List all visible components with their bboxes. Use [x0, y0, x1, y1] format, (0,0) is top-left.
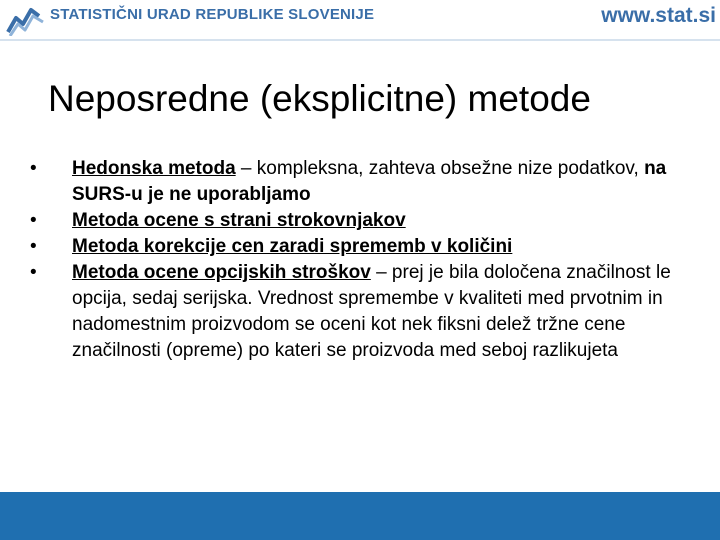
bullet-dot-icon: •	[30, 158, 37, 179]
bullet-item	[26, 260, 716, 364]
bullet-dot-icon: •	[30, 262, 37, 283]
bullet-item	[26, 156, 716, 208]
bullet-lead: Metoda korekcije cen zaradi sprememb v količini	[72, 236, 513, 257]
organization-name: STATISTIČNI URAD REPUBLIKE SLOVENIJE	[50, 6, 375, 23]
bullet-text: – kompleksna, zahteva obsežne nize podatkov,	[235, 158, 645, 179]
bullet-item	[26, 208, 716, 234]
surs-logo-icon	[6, 2, 46, 36]
footer-band	[0, 492, 720, 540]
bullet-dot-icon: •	[30, 210, 37, 231]
bullet-item	[26, 234, 716, 260]
bullet-text: – prej je bila določena značilnost le opcija, sedaj serijska. Vrednost spremembe v kvaliteti med prvotnim in nadomestnim proizvodom se oceni kot nek fiksni delež tržne cene značilnosti (opreme) po kateri se proizvoda med seboj razlikujeta	[72, 262, 671, 361]
header-divider	[0, 39, 720, 41]
slide-title: Neposredne (eksplicitne) metode	[48, 78, 591, 119]
header-bar	[0, 0, 720, 40]
bullet-lead: Metoda ocene s strani strokovnjakov	[72, 210, 406, 231]
bullet-lead: Metoda ocene opcijskih stroškov	[72, 262, 371, 283]
bullet-list	[26, 156, 716, 364]
bullet-tail-bold: na SURS-u je ne uporabljamo	[72, 158, 667, 205]
site-url-link[interactable]: www.stat.si	[601, 4, 716, 27]
bullet-lead: Hedonska metoda	[72, 158, 236, 179]
bullet-dot-icon: •	[30, 236, 37, 257]
